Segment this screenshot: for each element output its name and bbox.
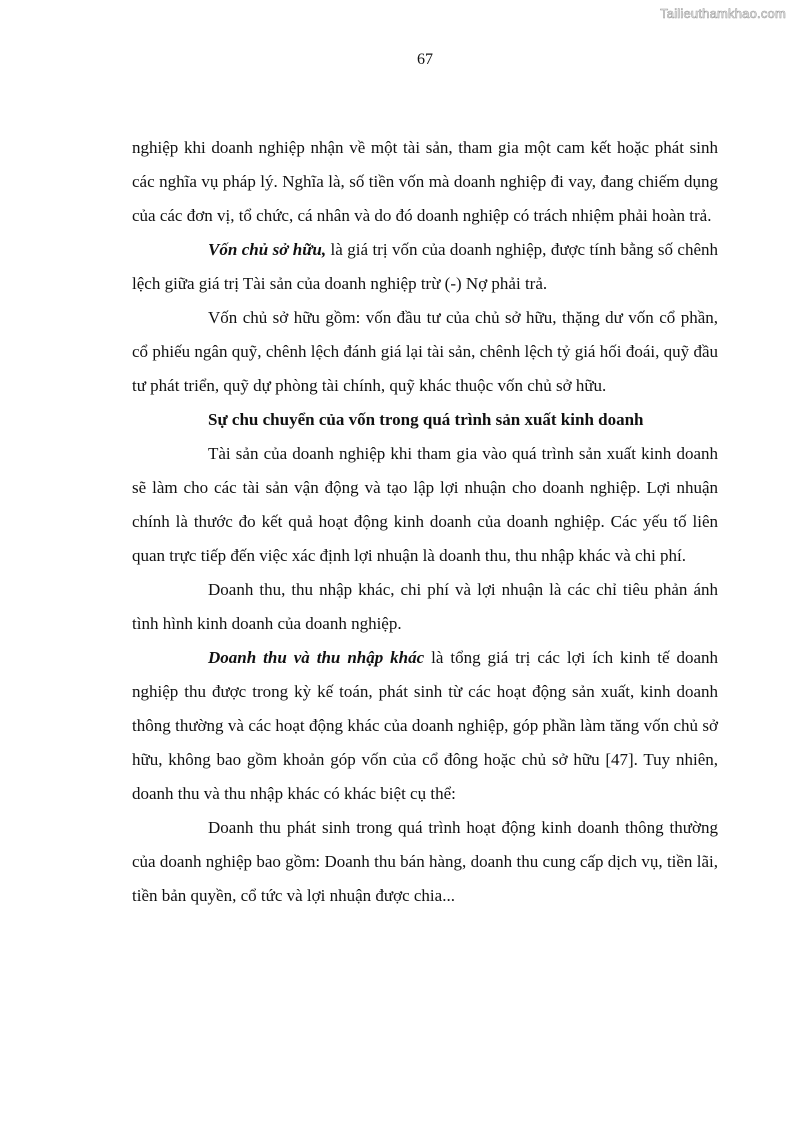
paragraph-owner-equity-components: Vốn chủ sở hữu gồm: vốn đầu tư của chủ sở hữu, thặng dư vốn cổ phần, cổ phiếu ngân quỹ, chênh lệch đánh giá lại tài sản, chênh lệch tỷ giá hối đoái, quỹ đầu tư phát triển, quỹ dự phòng tài chính, quỹ khác thuộc vốn chủ sở hữu. [132,308,718,395]
paragraph-assets-profit: Tài sản của doanh nghiệp khi tham gia vào quá trình sản xuất kinh doanh sẽ làm cho các tài sản vận động và tạo lập lợi nhuận cho doanh nghiệp. Lợi nhuận chính là thước đo kết quả hoạt động kinh doanh của doanh nghiệp. Các yếu tố liên quan trực tiếp đến việc xác định lợi nhuận là doanh thu, thu nhập khác và chi phí. [132,444,718,565]
watermark: Tailieuthamkhao.com [660,6,786,21]
page-number: 67 [417,51,433,68]
owner-equity-definition-text: là giá trị vốn của doanh nghiệp, được tính bằng số chênh lệch giữa giá trị Tài sản của doanh nghiệp trừ (-) Nợ phải trả. [132,240,718,293]
revenue-definition-text: là tổng giá trị các lợi ích kinh tế doanh nghiệp thu được trong kỳ kế toán, phát sinh từ các hoạt động sản xuất, kinh doanh thông thường và các hoạt động khác của doanh nghiệp, góp phần làm tăng vốn chủ sở hữu, không bao gồm khoản góp vốn của cổ đông hoặc chủ sở hữu [47]. Tuy nhiên, doanh thu và thu nhập khác có khác biệt cụ thể: [132,648,718,803]
paragraph-revenue-definition [132,641,718,811]
paragraph-business-indicators: Doanh thu, thu nhập khác, chi phí và lợi nhuận là các chỉ tiêu phản ánh tình hình kinh doanh của doanh nghiệp. [132,580,718,633]
term-revenue-other-income: Doanh thu và thu nhập khác [208,648,425,667]
document-body [132,131,718,913]
paragraph-owner-equity-definition [132,233,718,301]
paragraph-liabilities-continued: nghiệp khi doanh nghiệp nhận về một tài sản, tham gia một cam kết hoặc phát sinh các nghĩa vụ pháp lý. Nghĩa là, số tiền vốn mà doanh nghiệp đi vay, đang chiếm dụng của các đơn vị, tổ chức, cá nhân và do đó doanh nghiệp có trách nhiệm phải hoàn trả. [132,138,718,225]
term-owner-equity: Vốn chủ sở hữu, [208,240,327,259]
paragraph-revenue-components: Doanh thu phát sinh trong quá trình hoạt động kinh doanh thông thường của doanh nghiệp bao gồm: Doanh thu bán hàng, doanh thu cung cấp dịch vụ, tiền lãi, tiền bản quyền, cổ tức và lợi nhuận được chia... [132,818,718,905]
section-heading-capital-circulation: Sự chu chuyển của vốn trong quá trình sản xuất kinh doanh [208,410,644,429]
